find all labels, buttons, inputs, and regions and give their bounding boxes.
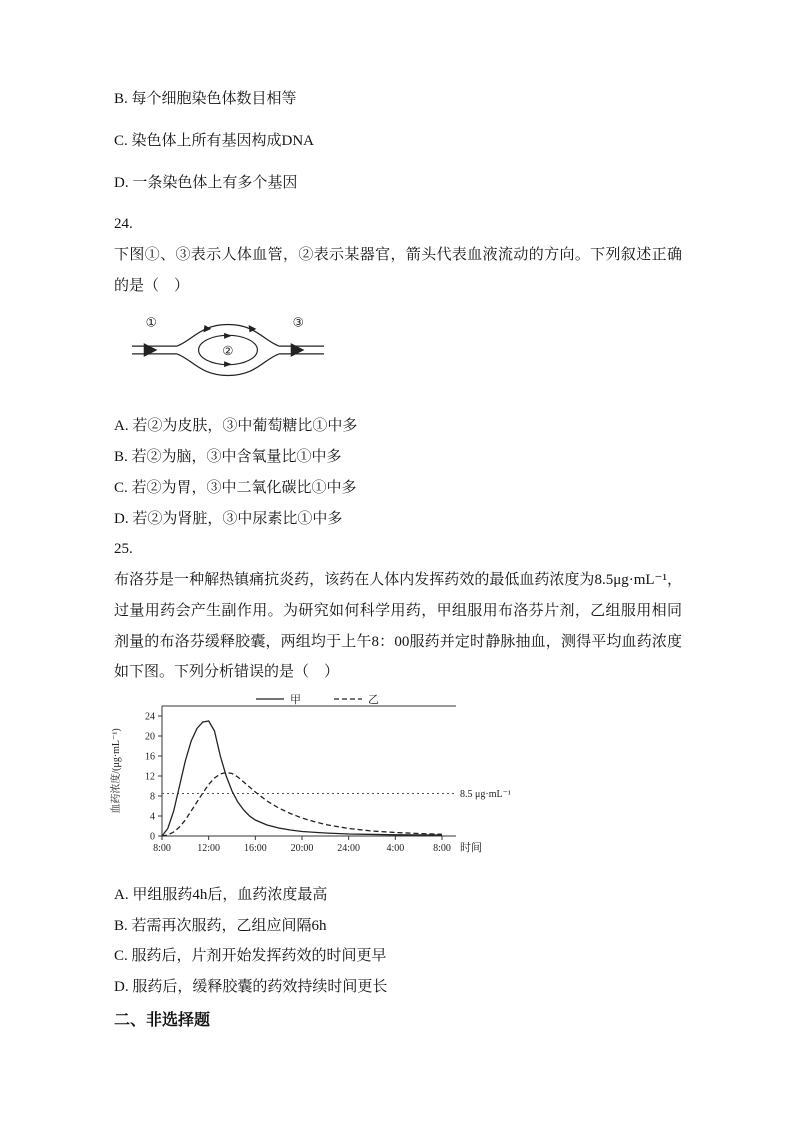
question-24-number: 24. — [114, 216, 133, 233]
q24-option-d: D. 若②为肾脏，③中尿素比①中多 — [114, 510, 343, 527]
y-tick-label: 8 — [150, 791, 155, 803]
x-tick-label: 20:00 — [290, 843, 314, 854]
y-tick-label: 4 — [150, 811, 155, 823]
q25-option-c: C. 服药后，片剂开始发挥药效的时间更早 — [114, 948, 387, 965]
x-tick-label: 4:00 — [386, 843, 405, 854]
flow-arrow-icon — [224, 332, 232, 338]
series-line-1 — [162, 721, 442, 836]
answer-option-d: D. 一条染色体上有多个基因 — [114, 174, 298, 191]
section-heading-non-choice: 二、非选择题 — [114, 1011, 211, 1029]
flow-arrow-icon — [291, 343, 305, 357]
threshold-label: 8.5 μg·mL⁻¹ — [460, 789, 511, 800]
answer-option-c: C. 染色体上所有基因构成DNA — [114, 132, 315, 149]
legend-label-1: 甲 — [290, 694, 301, 706]
vessel-label-1: ① — [145, 314, 158, 329]
x-tick-label: 8:00 — [433, 843, 451, 854]
y-tick-label: 24 — [145, 711, 155, 723]
x-tick-label: 12:00 — [197, 843, 221, 854]
question-24-stem: 下图①、③表示人体血管，②表示某器官，箭头代表血液流动的方向。下列叙述正确的是（ ） — [114, 247, 682, 294]
vessel-label-3: ③ — [292, 314, 305, 329]
y-tick-label: 12 — [145, 771, 155, 783]
y-tick-label: 0 — [150, 831, 155, 843]
q25-option-b: B. 若需再次服药，乙组应间隔6h — [114, 917, 327, 934]
x-tick-label: 16:00 — [243, 843, 267, 854]
y-axis-title: 血药浓度/(μg·mL⁻¹) — [111, 728, 122, 814]
q24-option-c: C. 若②为胃，③中二氧化碳比①中多 — [114, 479, 357, 496]
q25-option-d: D. 服药后，缓释胶囊的药效持续时间更长 — [114, 979, 388, 995]
y-tick-label: 16 — [145, 751, 155, 763]
flow-arrow-icon — [144, 343, 158, 357]
question-25-stem: 布洛芬是一种解热镇痛抗炎药，该药在人体内发挥药效的最低血药浓度为8.5μg·mL⁻¹，过量用药会产生副作用。为研究如何科学用药，甲组服用布洛芬片剂，乙组服用相同剂量的布洛芬缓释胶囊，两组均于上午8：00服药并定时静脉抽血，测得平均血药浓度如下图。下列分析错误的是（ ） — [114, 572, 682, 681]
legend-label-2: 乙 — [368, 694, 379, 706]
x-tick-label: 24:00 — [337, 843, 361, 854]
flow-arrow-icon — [204, 325, 212, 332]
organ-label-2: ② — [222, 343, 234, 358]
q24-option-b: B. 若②为脑，③中含氧量比①中多 — [114, 449, 342, 465]
x-axis-title: 时间 — [460, 842, 482, 854]
question-25-number: 25. — [114, 541, 133, 558]
q24-option-a: A. 若②为皮肤，③中葡萄糖比①中多 — [114, 418, 358, 435]
blood-vessel-diagram — [130, 310, 682, 402]
answer-option-b: B. 每个细胞染色体数目相等 — [114, 91, 297, 107]
drug-concentration-chart — [106, 692, 682, 874]
x-tick-label: 8:00 — [153, 843, 171, 854]
y-tick-label: 20 — [145, 731, 155, 743]
flow-arrow-icon — [224, 361, 232, 367]
q25-option-a: A. 甲组服药4h后，血药浓度最高 — [114, 886, 328, 903]
series-line-2 — [162, 773, 442, 837]
blood-vessel-diagram-svg — [130, 310, 326, 390]
drug-concentration-chart-svg — [106, 692, 526, 862]
